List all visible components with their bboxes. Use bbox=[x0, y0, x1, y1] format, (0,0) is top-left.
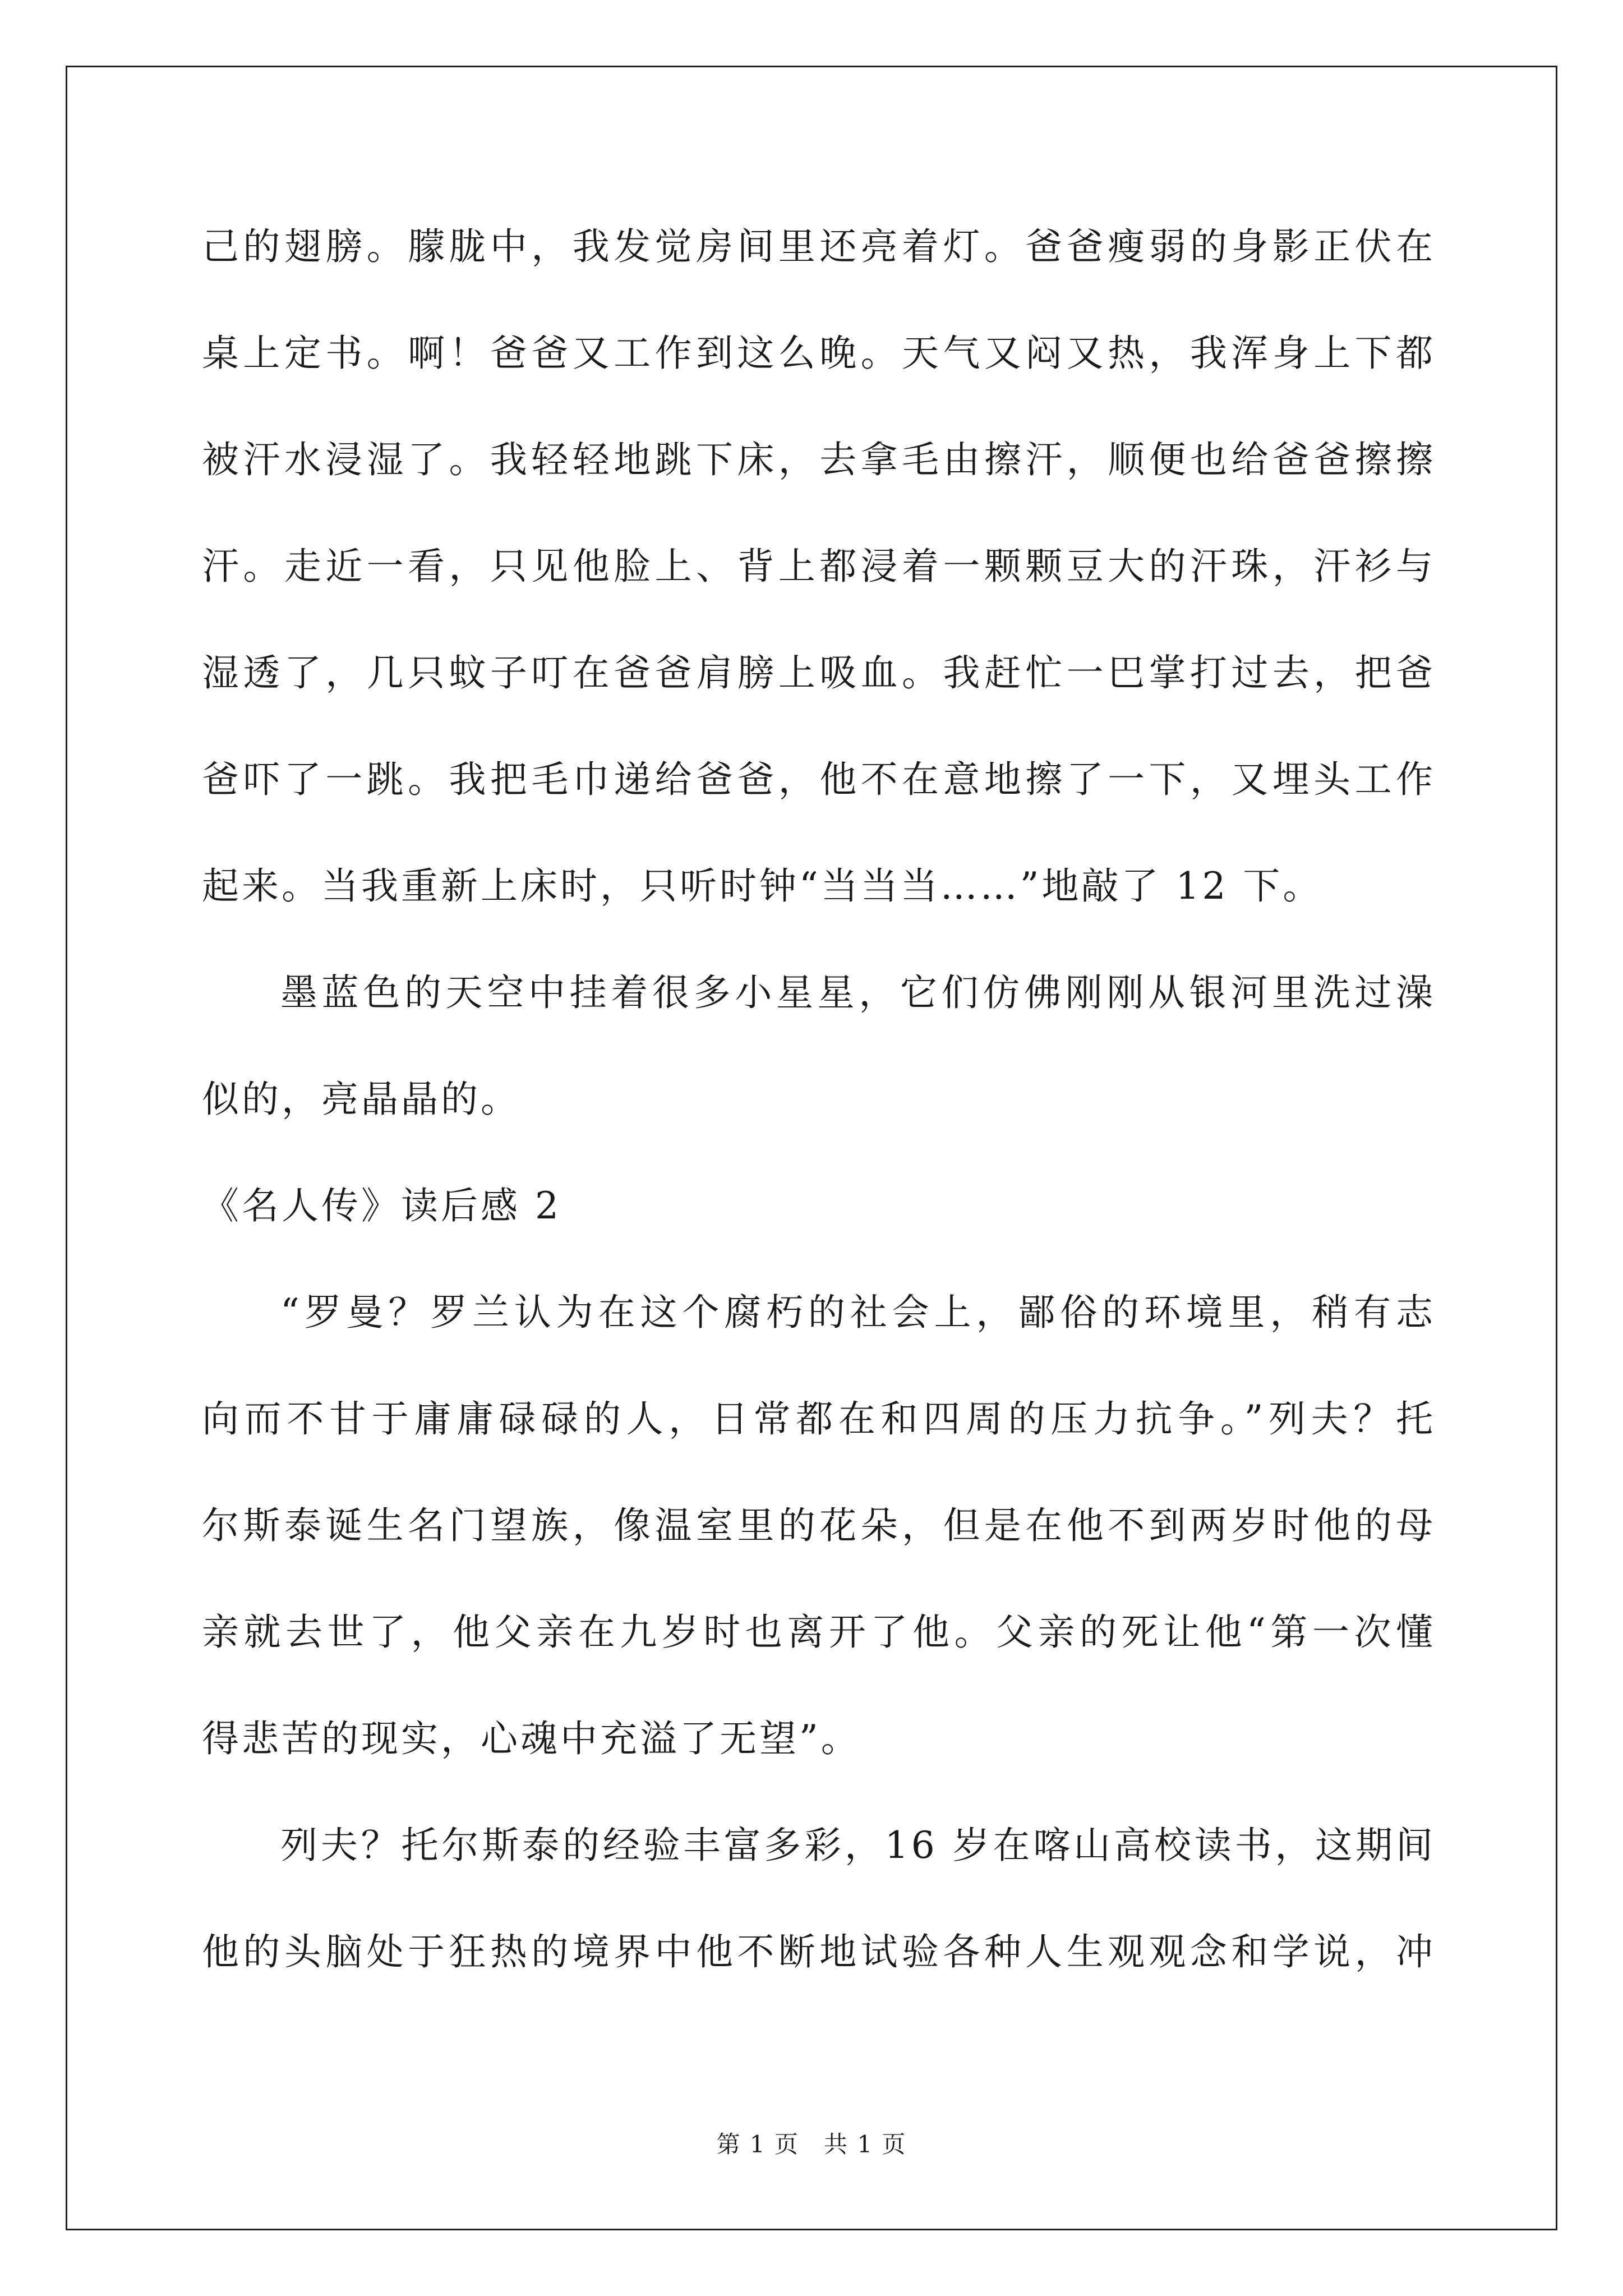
text-line: 亲就去世了，他父亲在九岁时也离开了他。父亲的死让他“第一次懂 bbox=[202, 1611, 1436, 1654]
document-body bbox=[202, 216, 1436, 2028]
text-line: 得悲苦的现实，心魂中充溢了无望”。 bbox=[202, 1717, 861, 1760]
text-line: 他的头脑处于狂热的境界中他不断地试验各种人生观观念和学说，冲 bbox=[202, 1930, 1436, 1973]
paragraph-first-line: 列夫？托尔斯泰的经验丰富多彩，16 岁在喀山高校读书，这期间 bbox=[280, 1824, 1436, 1867]
page-footer: 第 1 页 共 1 页 bbox=[716, 2131, 907, 2158]
paragraph-first-line: “罗曼？罗兰认为在这个腐朽的社会上，鄙俗的环境里，稍有志 bbox=[280, 1291, 1436, 1334]
text-line: 起来。当我重新上床时，只听时钟“当当当……”地敲了 12 下。 bbox=[202, 864, 1323, 908]
text-line: 尔斯泰诞生名门望族，像温室里的花朵，但是在他不到两岁时他的母 bbox=[202, 1504, 1436, 1547]
paragraph-first-line: 墨蓝色的天空中挂着很多小星星，它们仿佛刚刚从银河里洗过澡 bbox=[280, 971, 1436, 1014]
text-line: 桌上定书。啊！爸爸又工作到这么晚。天气又闷又热，我浑身上下都 bbox=[202, 332, 1436, 375]
text-line: 爸吓了一跳。我把毛巾递给爸爸，他不在意地擦了一下，又埋头工作 bbox=[202, 758, 1436, 801]
text-line: 湿透了，几只蚊子叮在爸爸肩膀上吸血。我赶忙一巴掌打过去，把爸 bbox=[202, 651, 1436, 694]
text-line: 己的翅膀。朦胧中，我发觉房间里还亮着灯。爸爸瘦弱的身影正伏在 bbox=[202, 225, 1436, 268]
section-heading: 《名人传》读后感 2 bbox=[202, 1184, 561, 1227]
text-line: 被汗水浸湿了。我轻轻地跳下床，去拿毛由擦汗，顺便也给爸爸擦擦 bbox=[202, 438, 1436, 481]
text-line: 似的，亮晶晶的。 bbox=[202, 1078, 520, 1121]
text-line: 向而不甘于庸庸碌碌的人，日常都在和四周的压力抗争。”列夫？托 bbox=[202, 1397, 1436, 1441]
text-line: 汗。走近一看，只见他脸上、背上都浸着一颗颗豆大的汗珠，汗衫与 bbox=[202, 545, 1436, 588]
